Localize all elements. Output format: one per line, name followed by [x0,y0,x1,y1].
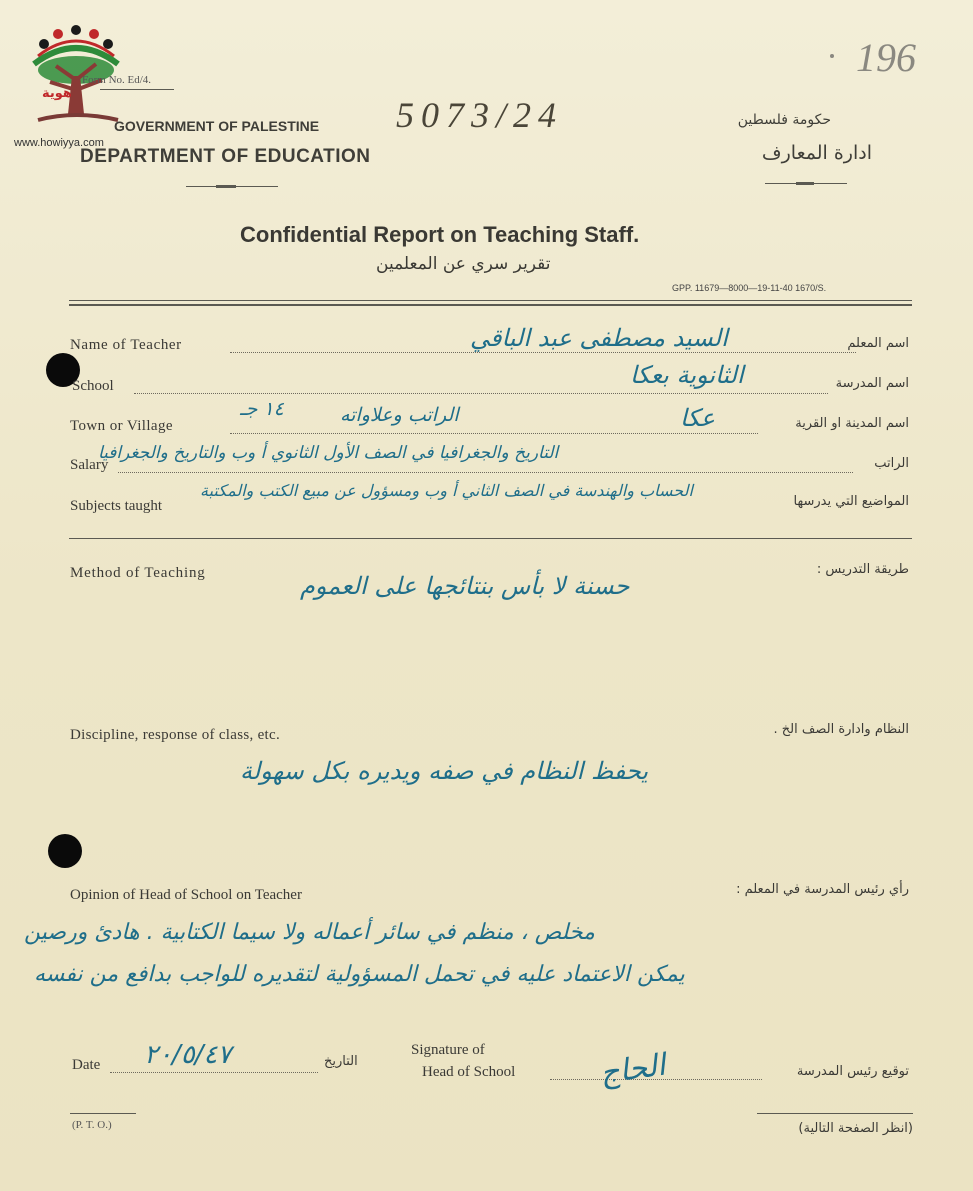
punch-hole-bottom [48,834,82,868]
department-title-en: DEPARTMENT OF EDUCATION [80,146,371,167]
town-label-en: Town or Village [70,418,173,434]
form-number: Form No. Ed/4. [82,74,152,86]
teacher-name-value: السيد مصطفى عبد الباقي [470,324,728,352]
footer-rule-right [757,1113,913,1114]
school-label-ar: اسم المدرسة [835,376,909,391]
discipline-value: يحفظ النظام في صفه ويديره بكل سهولة [240,757,649,785]
header-rule-right-mark [796,182,814,185]
archive-number: 196 [856,35,916,80]
date-label-ar: التاريخ [324,1054,358,1069]
government-title-en: GOVERNMENT OF PALESTINE [114,118,320,134]
subjects-value: الحساب والهندسة في الصف الثاني أ وب ومسؤول عن مبيع الكتب والمكتبة [200,481,693,500]
form-number-underline [100,89,174,90]
opinion-line-2: يمكن الاعتماد عليه في تحمل المسؤولية لتقديره للواجب بدافع من نفسه [34,962,685,987]
opinion-line-1: مخلص ، منظم في سائر أعماله ولا سيما الكتابية . هادئ ورصين [24,920,595,945]
report-title-ar: تقرير سري عن المعلمين [376,254,551,274]
date-dots [110,1072,318,1073]
watermark-url: www.howiyya.com [14,137,104,149]
file-reference: 5073/24 [396,95,564,135]
department-title-ar: ادارة المعارف [761,142,872,164]
method-label-ar: طريقة التدريس : [816,562,909,577]
salary-value: التاريخ والجغرافيا في الصف الأول الثانوي أ وب والتاريخ والجغرافيا [98,443,559,463]
teacher-label-ar: اسم المعلم [847,336,909,351]
signature-label-ar: توقيع رئيس المدرسة [796,1064,909,1079]
discipline-label-ar: النظام وادارة الصف الخ . [773,722,909,737]
school-dots [134,393,828,394]
archive-dot [830,54,834,58]
date-value: ٢٠/٥/٤٧ [144,1040,232,1070]
town-dots [230,433,758,434]
pto-ar: (انظر الصفحة التالية) [798,1121,913,1136]
section-rule [69,538,912,539]
opinion-label-en: Opinion of Head of School on Teacher [70,887,302,903]
salary-dots [118,472,853,473]
pto-en: (P. T. O.) [72,1119,112,1131]
town-value: عكا [680,404,715,432]
method-label-en: Method of Teaching [70,565,206,581]
salary-label-en: Salary [70,457,109,473]
school-value: الثانوية بعكا [630,361,744,389]
discipline-label-en: Discipline, response of class, etc. [70,727,281,743]
main-rule-top [69,300,912,301]
subjects-label-en: Subjects taught [70,498,163,514]
teacher-label-en: Name of Teacher [70,337,182,353]
date-label-en: Date [72,1057,101,1073]
town-salary-note: الراتب وعلاواته [340,404,459,426]
signature-scrawl: الحاج [597,1047,668,1092]
method-value: حسنة لا بأس بنتائجها على العموم [300,572,630,600]
opinion-label-ar: رأي رئيس المدرسة في المعلم : [736,882,909,897]
teacher-dots [230,352,856,353]
signature-label-en-1: Signature of [411,1042,485,1058]
main-rule-bottom [69,304,912,306]
print-code: GPP. 11679—8000—19-11-40 1670/S. [672,283,827,293]
salary-label-ar: الراتب [874,456,909,471]
footer-rule-left [70,1113,136,1114]
watermark-brand: هوية [42,86,72,101]
town-label-ar: اسم المدينة او القرية [795,416,909,431]
header-rule-left-mark [216,185,236,188]
signature-label-en-2: Head of School [422,1064,516,1080]
report-title-en: Confidential Report on Teaching Staff. [240,222,640,247]
subjects-label-ar: المواضيع التي يدرسها [793,494,909,509]
government-title-ar: حكومة فلسطين [737,112,831,128]
town-salary-amount: ١٤ جـ [240,398,284,420]
school-label-en: School [72,378,114,394]
